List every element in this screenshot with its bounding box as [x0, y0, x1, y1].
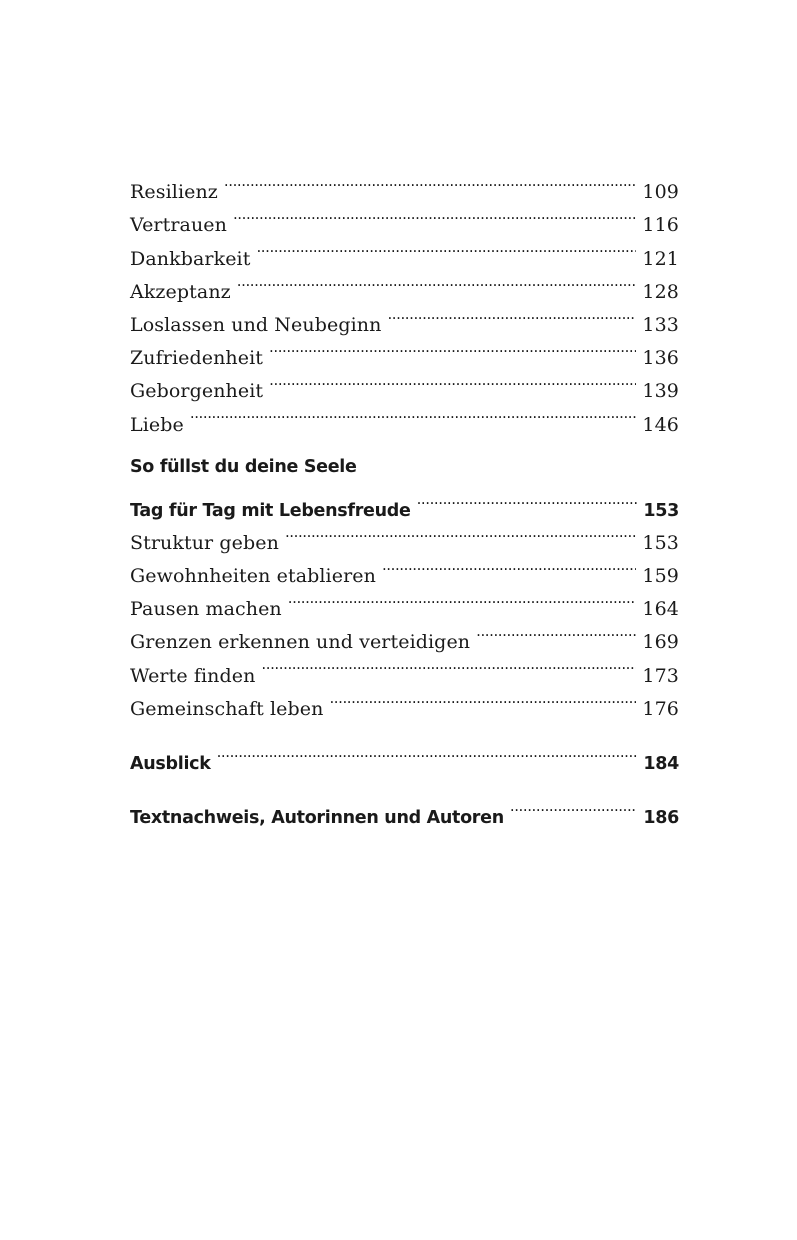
toc-entry-page: 173 [642, 664, 679, 687]
toc-entry-title: Vertrauen [130, 214, 227, 237]
toc-entry-title: Loslassen und Neubeginn [130, 313, 382, 336]
toc-entry-page: 153 [642, 531, 679, 554]
toc-entry-ausblick [130, 736, 679, 774]
toc-entry-page: 139 [642, 380, 679, 403]
toc-entry-title: Geborgenheit [130, 380, 264, 403]
dot-leader [269, 331, 636, 364]
toc-entry-page: 121 [642, 247, 679, 270]
toc-entry-title: Liebe [130, 413, 184, 436]
dot-leader [269, 364, 636, 397]
toc-entry-title: Akzeptanz [130, 280, 231, 303]
toc-entry-page: 164 [642, 598, 679, 621]
toc-entry-page: 159 [642, 565, 679, 588]
dot-leader [510, 790, 637, 823]
toc-entry-title: Ausblick [130, 754, 211, 774]
table-of-contents [130, 165, 679, 829]
section-heading: So füllst du deine Seele [130, 456, 357, 477]
dot-leader [224, 165, 637, 198]
toc-entry-page: 116 [642, 214, 679, 237]
dot-leader [237, 265, 637, 298]
toc-entry-title: Resilienz [130, 181, 218, 204]
dot-leader [261, 648, 636, 681]
dot-leader [256, 231, 636, 264]
dot-leader [382, 549, 636, 582]
dot-leader [233, 198, 636, 231]
toc-entry-page: 186 [643, 808, 679, 829]
dot-leader [217, 736, 638, 769]
toc-entry [130, 165, 679, 204]
toc-entry [130, 397, 679, 436]
toc-entry-page: 128 [642, 280, 679, 303]
toc-entry-title: Tag für Tag mit Lebensfreude [130, 500, 411, 521]
toc-entry-title: Grenzen erkennen und verteidigen [130, 631, 471, 654]
toc-entry-page: 133 [642, 313, 679, 336]
toc-entry-title: Pausen machen [130, 598, 282, 621]
toc-entry-title: Dankbarkeit [130, 247, 251, 270]
dot-leader [417, 483, 638, 516]
dot-leader [329, 682, 636, 715]
toc-entry-page: 184 [643, 754, 679, 774]
dot-leader [476, 615, 636, 648]
toc-entry-page: 109 [642, 181, 679, 204]
toc-entry-page: 153 [643, 500, 679, 521]
toc-entry-title: Werte finden [130, 664, 256, 687]
section-spacer [130, 431, 679, 451]
dot-leader [190, 397, 637, 430]
toc-entry-page: 146 [642, 413, 679, 436]
section-heading-entry [130, 483, 679, 521]
toc-entry-page: 136 [642, 347, 679, 370]
dot-leader [387, 298, 636, 331]
toc-entry-title: Struktur geben [130, 531, 279, 554]
toc-entry-title: Gemeinschaft leben [130, 697, 324, 720]
toc-entry-textnachweis [130, 790, 679, 829]
toc-entry-title: Gewohnheiten etablieren [130, 565, 376, 588]
toc-entry-title: Zufriedenheit [130, 347, 264, 370]
dot-leader [288, 582, 637, 615]
toc-entry-page: 176 [642, 697, 679, 720]
toc-entry-title: Textnachweis, Autorinnen und Autoren [130, 808, 504, 829]
toc-entry-page: 169 [642, 631, 679, 654]
dot-leader [285, 516, 636, 549]
